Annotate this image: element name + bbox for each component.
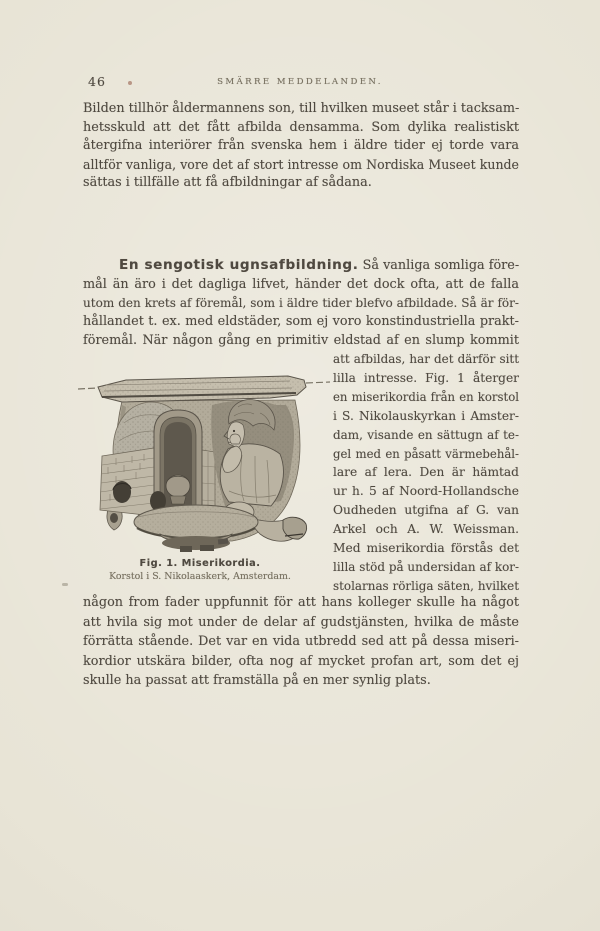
text-line: stolarnas rörliga säten, hvilket xyxy=(333,578,519,593)
base-pedestal xyxy=(134,505,258,552)
section-paragraph xyxy=(83,256,519,351)
figure-engraving xyxy=(92,371,314,559)
text-line: föremål. När någon gång en primitiv eldstad af en slump kommit xyxy=(83,332,519,348)
text-line: utom den krets af föremål, som i äldre tider blefvo afbildade. Så är för- xyxy=(83,296,519,311)
stove-arch-niche xyxy=(150,410,202,515)
intro-paragraph xyxy=(83,100,519,193)
man-hand xyxy=(230,434,241,444)
seat-ledge xyxy=(78,376,330,402)
section-heading-line xyxy=(83,256,519,276)
text-line: en miserikordia från en korstol xyxy=(333,389,519,404)
ink-speck xyxy=(62,583,68,586)
text-line: gel med en påsatt värmebehål- xyxy=(333,446,519,461)
figure-caption xyxy=(84,558,316,582)
text-line: Arkel och A. W. Weissman. xyxy=(333,522,519,537)
text-line: alltför vanliga, vore det af stort intresse om Nordiska Museet kunde xyxy=(83,156,519,172)
text-line: sättas i tillfälle att få afbildningar af sådana. xyxy=(83,175,372,191)
text-line: Oudheden utgifna af G. van xyxy=(333,503,519,518)
text-line: i S. Nikolauskyrkan i Amster- xyxy=(333,408,519,423)
text-line: förrätta stående. Det var en vida utbredd sed att på dessa miseri- xyxy=(83,634,519,649)
text-line: lare af lera. Den är hämtad xyxy=(333,465,519,480)
text-line: skulle ha passat att framställa på en mer synlig plats. xyxy=(83,673,431,688)
text-line: Med miserikordia förstås det xyxy=(333,541,519,556)
text-line: någon from fader uppfunnit för att hans kolleger skulle ha något xyxy=(83,595,519,610)
ink-speck xyxy=(128,81,132,85)
text-line: ur h. 5 af Noord-Hollandsche xyxy=(333,484,519,499)
text-line: hållandet t. ex. med eldstäder, som ej voro konstindustriella prakt- xyxy=(83,314,519,330)
text-line: lilla stöd på undersidan af kor- xyxy=(333,559,519,574)
text-line: mål än äro i det dagliga lifvet, händer det dock ofta, att de falla xyxy=(83,276,519,292)
figure-caption-title: Fig. 1. Miserikordia. xyxy=(139,558,261,569)
text-line: dam, visande en sättugn af te- xyxy=(333,427,519,442)
text-line: Bilden tillhör åldermannens son, till hvilken museet står i tacksam- xyxy=(83,101,520,116)
text-line: hetsskuld att det fått afbilda densamma. Som dylika realistiskt xyxy=(83,119,519,135)
page-number: 46 xyxy=(88,74,106,89)
wrap-column xyxy=(333,350,519,596)
section-heading-rest: Så vanliga somliga före- xyxy=(362,258,520,273)
section-heading: En sengotisk ugnsafbildning. xyxy=(119,257,359,273)
text-line: kordior utskära bilder, ofta nog af mycket profan art, som det ej xyxy=(83,653,519,669)
text-line: återgifna interiörer från svenska hem i äldre tider ej torde vara xyxy=(83,138,519,154)
figure-caption-subtitle: Korstol i S. Nikolaaskerk, Amsterdam. xyxy=(109,571,291,582)
closing-paragraph xyxy=(83,593,519,691)
running-head: SMÄRRE MEDDELANDEN. xyxy=(217,77,383,87)
text-line: lilla intresse. Fig. 1 återger xyxy=(333,370,519,385)
text-line: att hvila sig mot under de delar af gudstjänsten, hvilka de måste xyxy=(83,614,519,630)
text-line: att afbildas, har det därför sitt xyxy=(333,352,519,366)
